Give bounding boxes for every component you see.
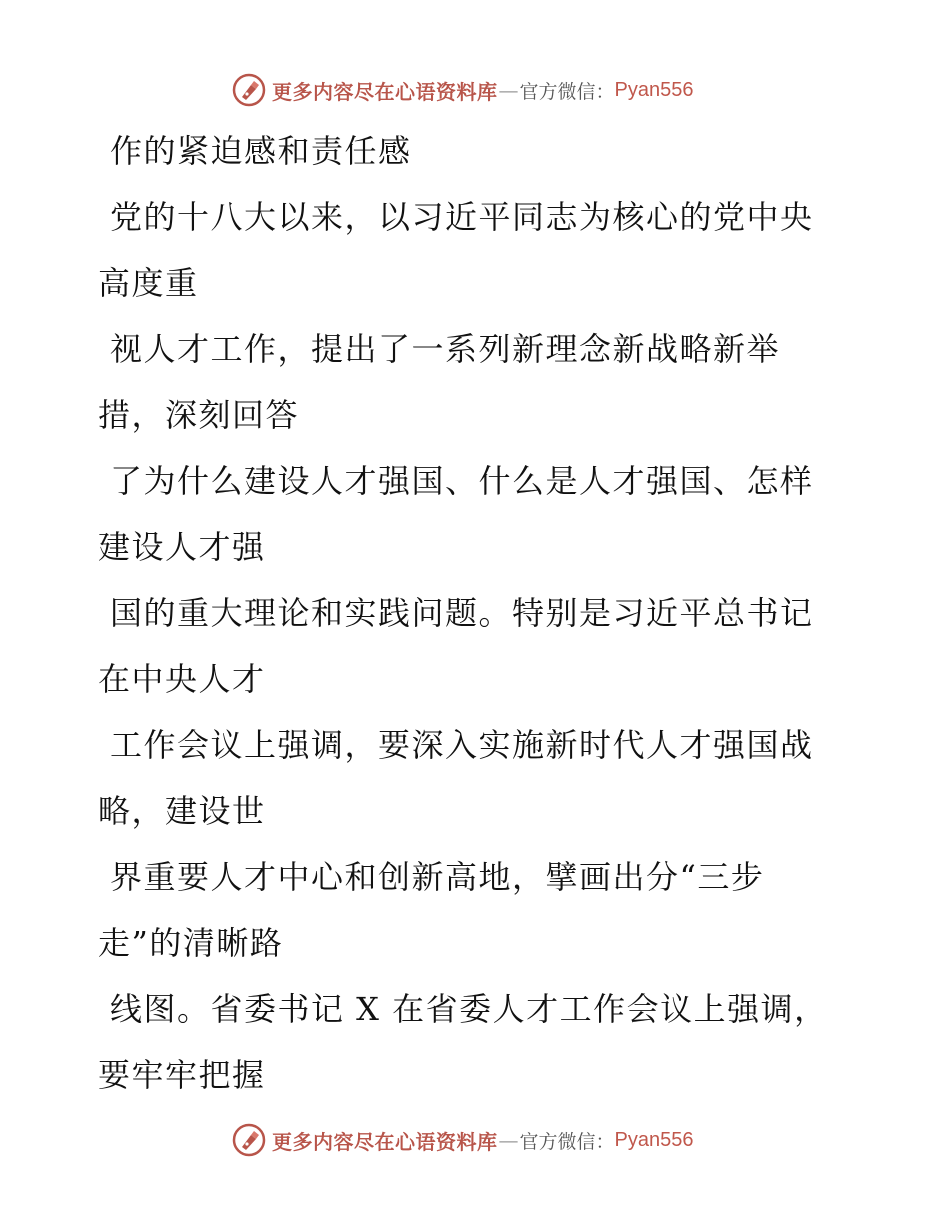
paragraph-line-wrap: 略，建设世 — [98, 792, 266, 830]
paragraph — [98, 316, 838, 448]
paragraph-line: 视人才工作，提出了一系列新理念新战略新举 — [110, 330, 781, 368]
paragraph-line: 界重要人才中心和创新高地，擘画出分“三步 — [110, 858, 765, 896]
paragraph — [98, 712, 838, 844]
header-watermark — [232, 72, 693, 108]
paragraph-line: 党的十八大以来，以习近平同志为核心的党中央 — [110, 198, 814, 236]
paragraph-line-wrap: 走”的清晰路 — [98, 924, 284, 962]
paragraph-line-wrap: 要牢牢把握 — [98, 1056, 266, 1094]
paragraph — [98, 976, 838, 1108]
watermark-label: 官方微信： — [519, 80, 615, 103]
watermark-wechat-id: Pyan556 — [614, 1128, 694, 1151]
footer-watermark — [232, 1122, 693, 1158]
paragraph — [98, 118, 838, 184]
watermark-dash: — — [498, 78, 519, 102]
watermark-wechat-id: Pyan556 — [614, 78, 694, 101]
paragraph-line-wrap: 建设人才强 — [98, 528, 266, 566]
paragraph-line-wrap: 在中央人才 — [98, 660, 266, 698]
paragraph — [98, 184, 838, 316]
paragraph-line: 工作会议上强调，要深入实施新时代人才强国战 — [110, 726, 814, 764]
paragraph-line: 线图。省委书记 X 在省委人才工作会议上强调， — [110, 990, 828, 1028]
watermark-title: 更多内容尽在心语资料库 — [272, 1129, 498, 1154]
pen-nib-logo-icon — [232, 1123, 266, 1157]
document-body — [98, 118, 838, 1108]
paragraph-line: 作的紧迫感和责任感 — [110, 132, 412, 170]
paragraph — [98, 448, 838, 580]
watermark-title: 更多内容尽在心语资料库 — [272, 79, 498, 104]
paragraph-line-wrap: 高度重 — [98, 264, 199, 302]
paragraph — [98, 844, 838, 976]
paragraph-line: 国的重大理论和实践问题。特别是习近平总书记 — [110, 594, 814, 632]
pen-nib-logo-icon — [232, 73, 266, 107]
watermark-dash: — — [498, 1128, 519, 1152]
paragraph-line: 了为什么建设人才强国、什么是人才强国、怎样 — [110, 462, 814, 500]
watermark-label: 官方微信： — [519, 1130, 615, 1153]
paragraph — [98, 580, 838, 712]
paragraph-line-wrap: 措，深刻回答 — [98, 396, 300, 434]
